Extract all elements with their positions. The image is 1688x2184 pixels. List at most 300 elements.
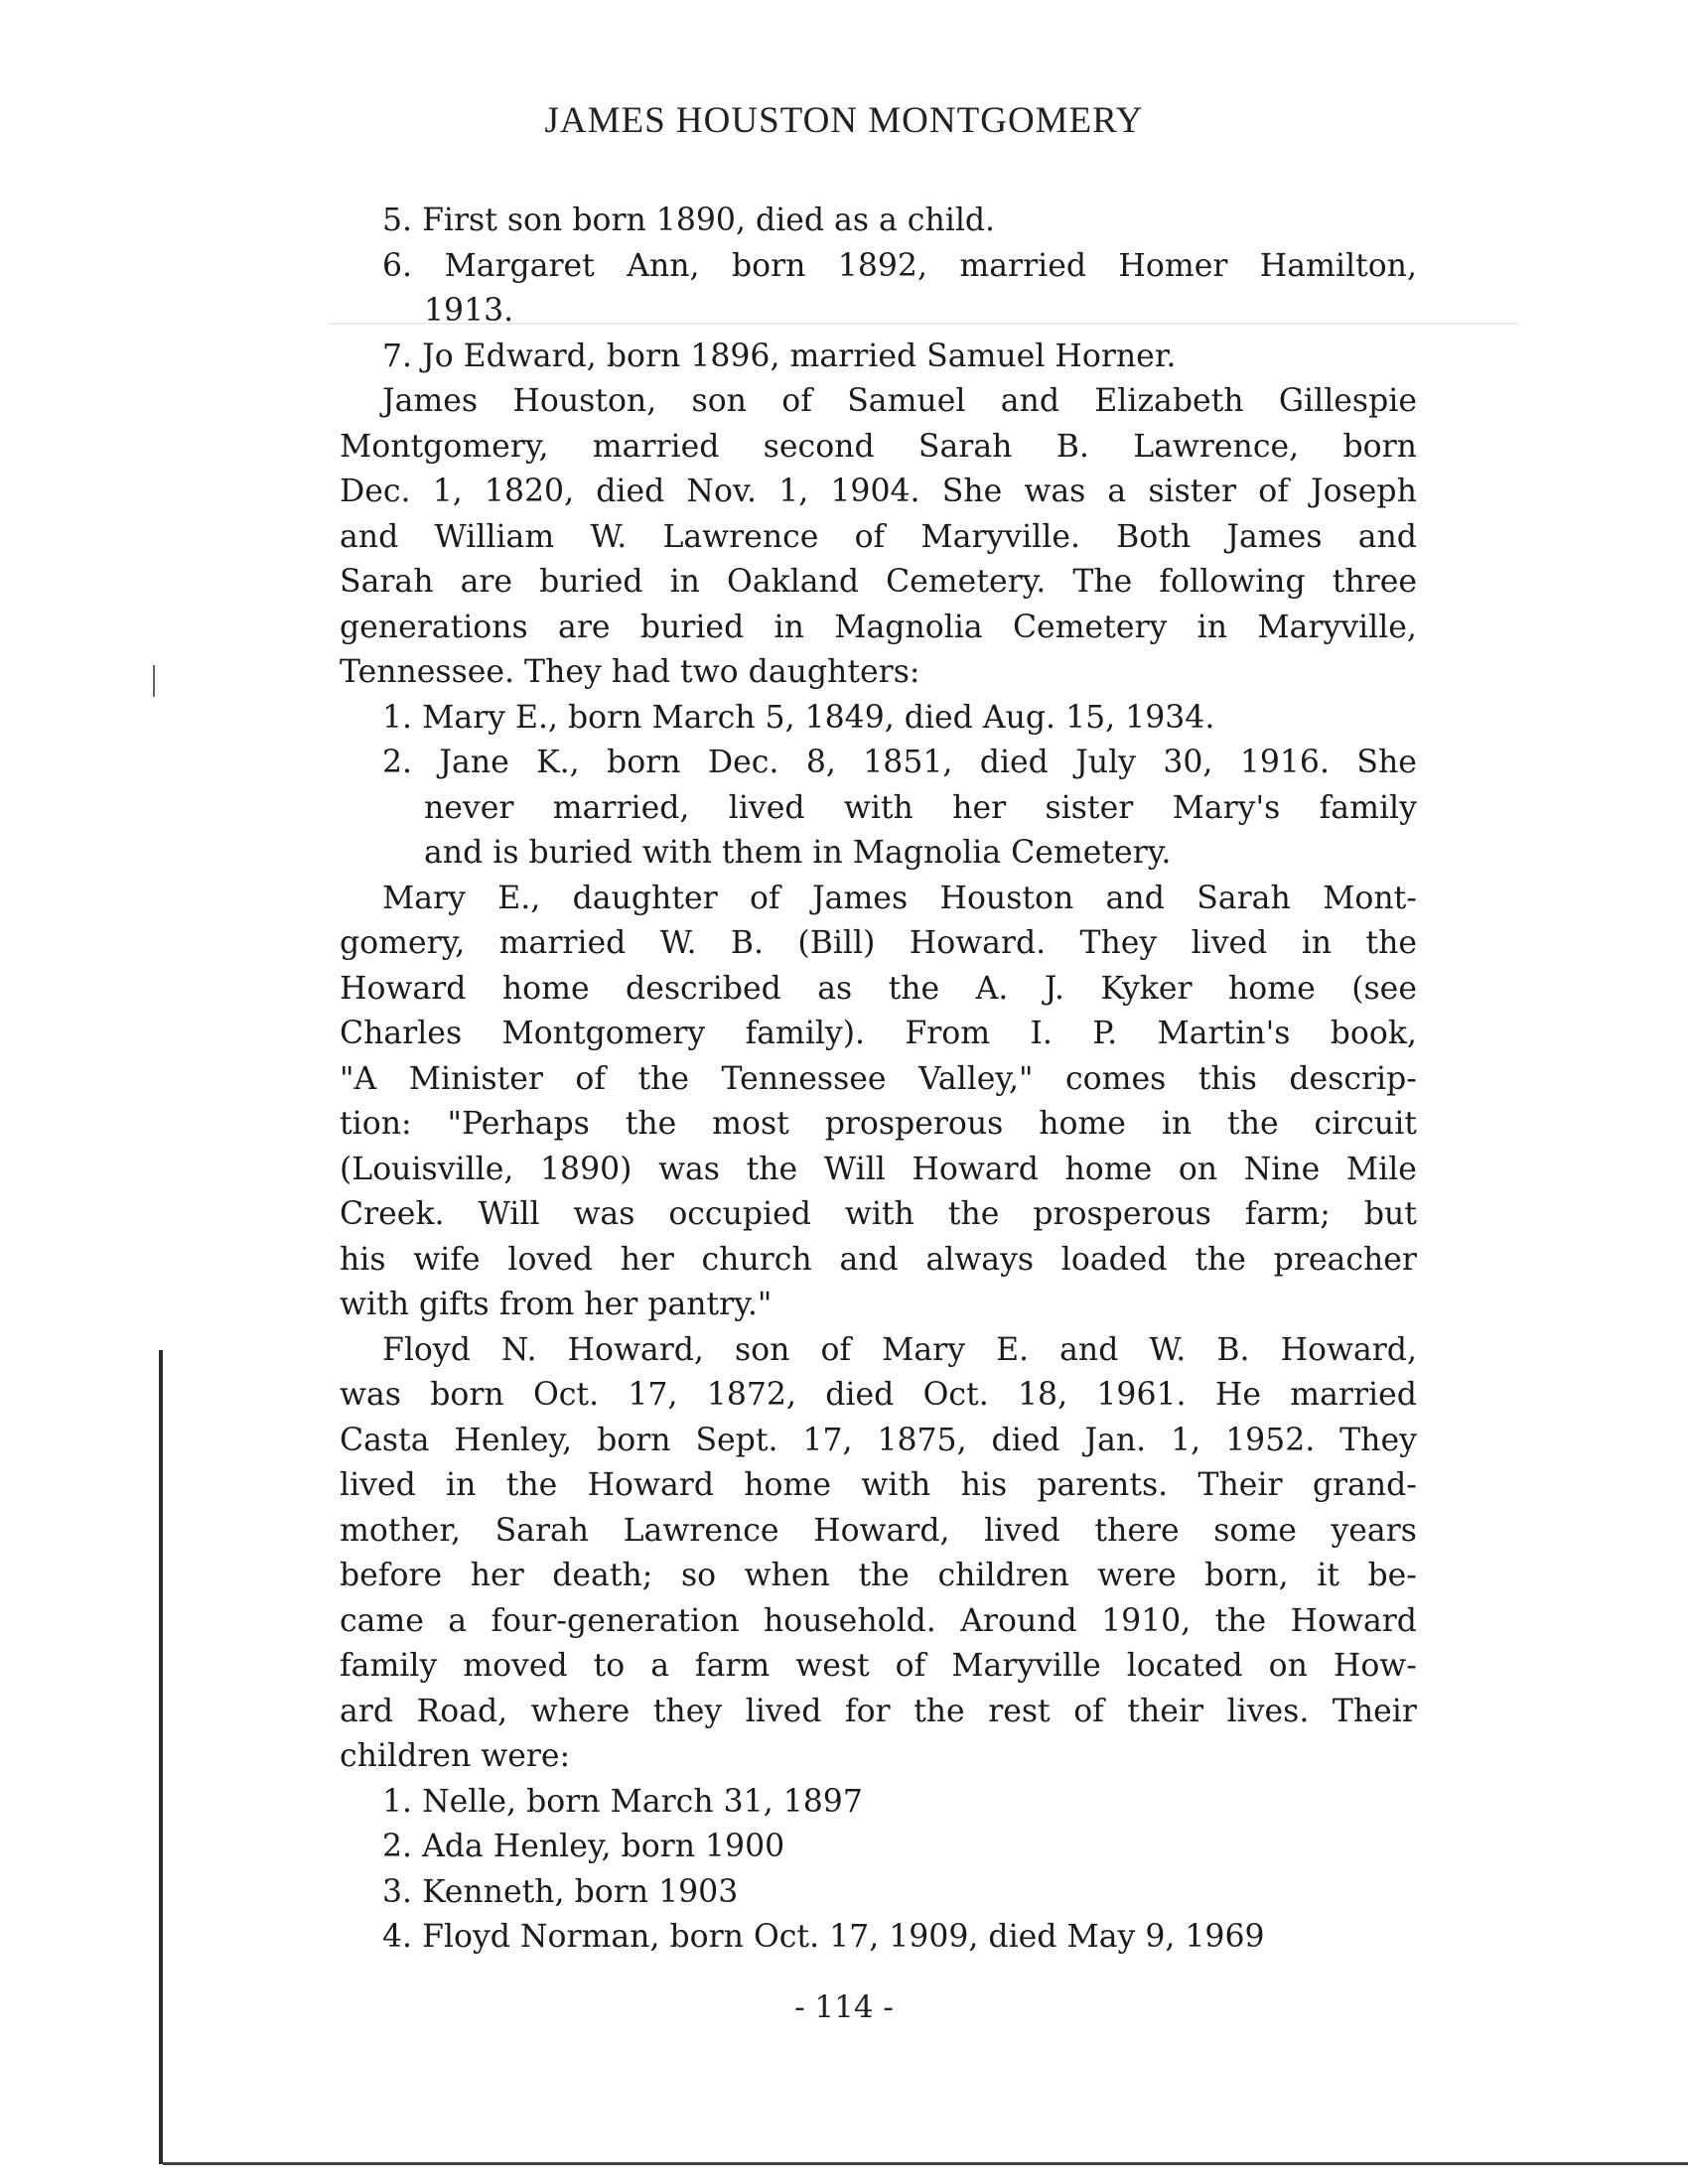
- word: generations: [340, 609, 528, 645]
- word: E.,: [497, 880, 541, 916]
- word: circuit: [1314, 1106, 1417, 1142]
- word: 1892,: [837, 247, 927, 284]
- word: 18,: [1018, 1377, 1068, 1413]
- word: Elizabeth: [1094, 383, 1244, 419]
- word: most: [712, 1106, 789, 1142]
- text-line: [340, 1463, 1417, 1509]
- text-line: 1. Mary E., born March 5, 1849, died Aug. 15, 1934.: [382, 699, 1215, 736]
- word: of: [750, 880, 780, 916]
- word: James: [812, 880, 909, 916]
- word: was: [658, 1151, 720, 1187]
- word: of: [1258, 474, 1289, 509]
- word: ard: [340, 1693, 394, 1729]
- word: sister: [1045, 789, 1134, 826]
- word: 30,: [1163, 745, 1213, 780]
- word: B.: [730, 925, 765, 961]
- word: Howard,: [567, 1331, 704, 1368]
- word: loaded: [1060, 1241, 1168, 1278]
- word: book,: [1330, 1016, 1417, 1051]
- word: family: [340, 1648, 438, 1684]
- word: in: [1196, 609, 1228, 645]
- word: children: [937, 1558, 1069, 1593]
- word: P.: [1092, 1016, 1118, 1051]
- word: with: [843, 789, 914, 826]
- word: born: [430, 1377, 504, 1413]
- word: and: [1059, 1331, 1119, 1368]
- word: Howard.: [909, 925, 1047, 961]
- word: parents.: [1037, 1467, 1169, 1503]
- word: farm;: [1244, 1196, 1331, 1232]
- word: They: [1079, 925, 1158, 961]
- word: Cemetery: [1012, 609, 1168, 645]
- word: Kyker: [1100, 970, 1193, 1007]
- word: A.: [975, 970, 1009, 1007]
- word: Mile: [1345, 1151, 1417, 1187]
- word: buried: [639, 609, 745, 645]
- word: Will: [823, 1151, 886, 1187]
- word: Around: [960, 1602, 1077, 1639]
- word: Howard: [912, 1151, 1039, 1187]
- text-line: with gifts from her pantry.": [340, 1287, 773, 1322]
- word: born: [731, 247, 806, 284]
- word: Houston: [939, 880, 1074, 916]
- word: his: [960, 1467, 1008, 1503]
- word: lived: [728, 789, 805, 826]
- text-line: [340, 1148, 1417, 1193]
- word: 1,: [1171, 1422, 1201, 1458]
- word: the: [637, 1060, 690, 1097]
- word: J.: [1044, 970, 1065, 1007]
- word: 17,: [628, 1377, 678, 1413]
- word: 1820,: [484, 474, 575, 509]
- text-line: [340, 1644, 1417, 1690]
- text-line: [340, 1554, 1417, 1599]
- text-line: [340, 1599, 1417, 1645]
- word: Magnolia: [834, 609, 983, 645]
- word: Cemetery.: [886, 564, 1047, 600]
- word: death;: [552, 1558, 653, 1593]
- word: are: [460, 564, 513, 600]
- word: The: [1072, 564, 1133, 600]
- word: Henley,: [454, 1422, 573, 1458]
- word: years: [1331, 1512, 1417, 1549]
- word: on: [1268, 1648, 1308, 1684]
- word: in: [774, 609, 804, 645]
- word: Dec.: [707, 745, 779, 780]
- word: wife: [413, 1241, 481, 1278]
- word: Lawrence: [662, 518, 819, 555]
- word: but: [1363, 1196, 1417, 1232]
- word: of: [895, 1648, 926, 1684]
- word: born,: [1204, 1558, 1289, 1593]
- word: William: [434, 518, 555, 555]
- word: Dec.: [340, 474, 411, 509]
- word: home: [501, 970, 590, 1007]
- word: lived: [984, 1512, 1060, 1549]
- word: I.: [1030, 1016, 1053, 1051]
- word: second: [763, 428, 875, 465]
- word: never: [424, 789, 514, 826]
- word: 1875,: [877, 1422, 967, 1458]
- text-line: 2. Ada Henley, born 1900: [382, 1829, 785, 1864]
- word: Their: [1332, 1693, 1417, 1729]
- word: She: [941, 474, 1003, 509]
- word: to: [593, 1648, 626, 1684]
- word: where: [530, 1693, 631, 1729]
- word: were: [1097, 1558, 1177, 1593]
- word: and: [340, 518, 399, 555]
- word: Howard: [587, 1467, 714, 1503]
- word: family).: [745, 1016, 866, 1051]
- word: Nov.: [686, 474, 758, 509]
- text-line: [340, 470, 1417, 515]
- word: died: [825, 1377, 895, 1413]
- word: W.: [1149, 1331, 1187, 1368]
- word: Houston,: [512, 383, 657, 419]
- text-line: [340, 741, 1417, 786]
- word: 1910,: [1101, 1602, 1192, 1639]
- word: Howard,: [813, 1512, 950, 1549]
- word: He: [1214, 1377, 1261, 1413]
- word: home: [1039, 1106, 1126, 1142]
- word: Montgomery: [501, 1016, 706, 1051]
- word: Maryville: [951, 1648, 1101, 1684]
- word: Sarah: [1196, 880, 1291, 916]
- text-line: [340, 1238, 1417, 1284]
- word: 1,: [778, 474, 809, 509]
- word: She: [1356, 745, 1417, 780]
- word: 1,: [432, 474, 463, 509]
- word: married: [1290, 1377, 1417, 1413]
- word: the: [914, 1693, 965, 1729]
- word: sister: [1148, 474, 1237, 509]
- word: Lawrence: [623, 1512, 779, 1549]
- word: and: [1000, 383, 1059, 419]
- word: comes: [1065, 1060, 1167, 1097]
- word: Jan.: [1084, 1422, 1147, 1458]
- word: 8,: [805, 745, 836, 780]
- text-line: [340, 1192, 1417, 1238]
- word: be-: [1367, 1558, 1417, 1593]
- word: Will: [478, 1196, 540, 1232]
- scan-edge-mark: [153, 665, 155, 697]
- word: born: [607, 745, 681, 780]
- word: her: [470, 1558, 524, 1593]
- word: K.,: [536, 745, 580, 780]
- word: it: [1317, 1558, 1339, 1593]
- word: west: [795, 1648, 870, 1684]
- word: "Perhaps: [447, 1106, 590, 1142]
- word: the: [1365, 925, 1417, 961]
- running-header: JAMES HOUSTON MONTGOMERY: [544, 100, 1144, 141]
- word: From: [905, 1016, 991, 1051]
- text-line: [340, 877, 1417, 922]
- word: a: [650, 1648, 669, 1684]
- word: Howard: [1290, 1602, 1417, 1639]
- text-line: 4. Floyd Norman, born Oct. 17, 1909, died May 9, 1969: [382, 1919, 1265, 1955]
- word: Lawrence,: [1133, 428, 1300, 465]
- word: farm: [694, 1648, 771, 1684]
- word: Oct.: [922, 1377, 989, 1413]
- word: W.: [590, 518, 628, 555]
- text-line: [340, 1102, 1417, 1148]
- word: Sarah: [494, 1512, 590, 1549]
- text-line: [340, 967, 1417, 1013]
- word: when: [744, 1558, 830, 1593]
- word: Joseph: [1311, 474, 1417, 509]
- word: prosperous: [824, 1106, 1004, 1142]
- word: and: [1357, 518, 1417, 555]
- word: Oct.: [532, 1377, 600, 1413]
- text-line: [340, 1373, 1417, 1419]
- word: died: [979, 745, 1049, 780]
- word: was: [1024, 474, 1086, 509]
- word: so: [680, 1558, 717, 1593]
- word: this: [1197, 1060, 1257, 1097]
- word: N.: [500, 1331, 537, 1368]
- text-line: children were:: [340, 1738, 571, 1774]
- word: 1904.: [830, 474, 920, 509]
- word: they: [652, 1693, 723, 1729]
- word: Creek.: [340, 1196, 445, 1232]
- page-number: - 114 -: [794, 1989, 894, 2025]
- word: son: [734, 1331, 790, 1368]
- word: Charles: [340, 1016, 463, 1051]
- word: 6.: [382, 247, 413, 284]
- text-line: [340, 921, 1417, 967]
- word: Both: [1116, 518, 1192, 555]
- word: B.: [1055, 428, 1089, 465]
- word: the: [947, 1196, 1000, 1232]
- word: (see: [1351, 970, 1417, 1007]
- word: Mary: [382, 880, 466, 916]
- word: Their: [1197, 1467, 1283, 1503]
- word: preacher: [1273, 1241, 1417, 1278]
- word: born: [597, 1422, 671, 1458]
- word: son: [691, 383, 747, 419]
- word: in: [446, 1467, 477, 1503]
- word: Valley,": [918, 1060, 1034, 1097]
- word: Maryville,: [1257, 609, 1417, 645]
- word: located: [1126, 1648, 1243, 1684]
- word: in: [1161, 1106, 1193, 1142]
- word: Mont-: [1323, 880, 1417, 916]
- word: of: [781, 383, 812, 419]
- word: occupied: [668, 1196, 811, 1232]
- word: lived: [1191, 925, 1268, 961]
- word: W.: [659, 925, 697, 961]
- word: Howard,: [1280, 1331, 1417, 1368]
- word: the: [1214, 1602, 1267, 1639]
- text-line: [340, 606, 1417, 651]
- text-line: and is buried with them in Magnolia Cemetery.: [424, 835, 1172, 871]
- word: 1851,: [863, 745, 953, 780]
- word: their: [1127, 1693, 1204, 1729]
- word: moved: [463, 1648, 568, 1684]
- word: Road,: [416, 1693, 508, 1729]
- word: James: [1226, 518, 1323, 555]
- word: home: [1228, 970, 1316, 1007]
- word: the: [746, 1151, 798, 1187]
- word: loved: [507, 1241, 594, 1278]
- word: grand-: [1312, 1467, 1417, 1503]
- word: E.: [996, 1331, 1030, 1368]
- word: with: [844, 1196, 914, 1232]
- word: rest: [988, 1693, 1051, 1729]
- word: her: [620, 1241, 674, 1278]
- word: home: [1064, 1151, 1153, 1187]
- word: 1872,: [706, 1377, 796, 1413]
- word: Margaret: [444, 247, 595, 284]
- word: Homer: [1118, 247, 1228, 284]
- word: in: [669, 564, 700, 600]
- word: was: [340, 1377, 401, 1413]
- word: Sarah: [917, 428, 1013, 465]
- word: three: [1332, 564, 1417, 600]
- word: some: [1213, 1512, 1297, 1549]
- word: of: [820, 1331, 852, 1368]
- word: Ann,: [627, 247, 700, 284]
- text-line: [340, 379, 1417, 425]
- word: Hamilton,: [1259, 247, 1417, 284]
- word: on: [1178, 1151, 1218, 1187]
- word: the: [1195, 1241, 1246, 1278]
- word: Howard: [340, 970, 467, 1007]
- word: 1890): [539, 1151, 633, 1187]
- word: before: [340, 1558, 443, 1593]
- word: following: [1159, 564, 1306, 600]
- word: there: [1094, 1512, 1180, 1549]
- word: married,: [552, 789, 690, 826]
- text-line: [340, 1419, 1417, 1464]
- word: July: [1075, 745, 1136, 780]
- text-line: 3. Kenneth, born 1903: [382, 1873, 739, 1910]
- word: Montgomery,: [340, 428, 549, 465]
- word: with: [861, 1467, 931, 1503]
- word: married: [498, 925, 627, 961]
- word: Tennessee: [721, 1060, 887, 1097]
- word: and: [1105, 880, 1165, 916]
- word: daughter: [572, 880, 718, 916]
- word: Sarah: [340, 564, 434, 600]
- word: of: [575, 1060, 606, 1097]
- word: lives.: [1226, 1693, 1310, 1729]
- word: died: [991, 1422, 1060, 1458]
- word: How-: [1333, 1648, 1417, 1684]
- word: the: [858, 1558, 910, 1593]
- text-line: [340, 786, 1417, 832]
- text-line: 1913.: [424, 293, 514, 329]
- text-line: [340, 1690, 1417, 1735]
- word: 2.: [382, 745, 413, 780]
- word: James: [382, 383, 479, 419]
- word: of: [854, 518, 886, 555]
- word: was: [573, 1196, 635, 1232]
- text-line: [340, 244, 1417, 290]
- word: prosperous: [1033, 1196, 1211, 1232]
- text-line: [340, 1012, 1417, 1057]
- text-line: [340, 515, 1417, 561]
- word: Oakland: [727, 564, 859, 600]
- body-text: [340, 199, 1417, 1961]
- word: the: [625, 1106, 677, 1142]
- text-line: [340, 1509, 1417, 1555]
- word: the: [505, 1467, 558, 1503]
- word: in: [1301, 925, 1333, 961]
- text-line: Tennessee. They had two daughters:: [340, 654, 920, 690]
- word: descrip-: [1289, 1060, 1417, 1097]
- text-line: 5. First son born 1890, died as a child.: [382, 203, 996, 238]
- word: born: [1342, 428, 1417, 465]
- word: (Bill): [797, 925, 876, 961]
- word: described: [626, 970, 781, 1007]
- word: married: [592, 428, 720, 465]
- word: Minister: [408, 1060, 543, 1097]
- word: gomery,: [340, 925, 466, 961]
- word: lived: [340, 1467, 416, 1503]
- word: of: [1073, 1693, 1104, 1729]
- word: 1916.: [1239, 745, 1330, 780]
- word: his: [340, 1241, 386, 1278]
- word: the: [888, 970, 940, 1007]
- word: Gillespie: [1278, 383, 1417, 419]
- text-line: 1. Nelle, born March 31, 1897: [382, 1783, 863, 1820]
- word: Floyd: [382, 1331, 471, 1368]
- text-line: [340, 560, 1417, 606]
- word: four-generation: [491, 1602, 740, 1639]
- word: 1961.: [1096, 1377, 1187, 1413]
- word: church: [701, 1241, 812, 1278]
- word: Jane: [439, 745, 509, 780]
- word: Samuel: [847, 383, 966, 419]
- word: Maryville.: [920, 518, 1080, 555]
- word: (Louisville,: [340, 1151, 514, 1187]
- word: buried: [539, 564, 643, 600]
- word: a: [1107, 474, 1127, 509]
- word: household.: [763, 1602, 936, 1639]
- word: for: [844, 1693, 891, 1729]
- word: a: [448, 1602, 468, 1639]
- word: Nine: [1243, 1151, 1321, 1187]
- word: mother,: [340, 1512, 462, 1549]
- text-line: [340, 1328, 1417, 1374]
- word: married: [959, 247, 1087, 284]
- word: died: [596, 474, 665, 509]
- scan-bottom-rule: [163, 2162, 1688, 2165]
- word: Mary: [882, 1331, 966, 1368]
- word: as: [817, 970, 853, 1007]
- word: They: [1339, 1422, 1417, 1458]
- word: and: [839, 1241, 899, 1278]
- text-line: 7. Jo Edward, born 1896, married Samuel Horner.: [382, 338, 1177, 374]
- text-line: [340, 425, 1417, 471]
- word: "A: [340, 1060, 377, 1097]
- word: the: [1227, 1106, 1279, 1142]
- word: 1952.: [1225, 1422, 1316, 1458]
- word: always: [925, 1241, 1035, 1278]
- word: family: [1319, 789, 1417, 826]
- word: are: [558, 609, 611, 645]
- word: Martin's: [1157, 1016, 1291, 1051]
- word: Casta: [340, 1422, 430, 1458]
- word: Sept.: [695, 1422, 778, 1458]
- word: Mary's: [1172, 789, 1281, 826]
- word: her: [952, 789, 1007, 826]
- word: home: [744, 1467, 832, 1503]
- word: tion:: [340, 1106, 412, 1142]
- word: lived: [745, 1693, 822, 1729]
- word: B.: [1216, 1331, 1250, 1368]
